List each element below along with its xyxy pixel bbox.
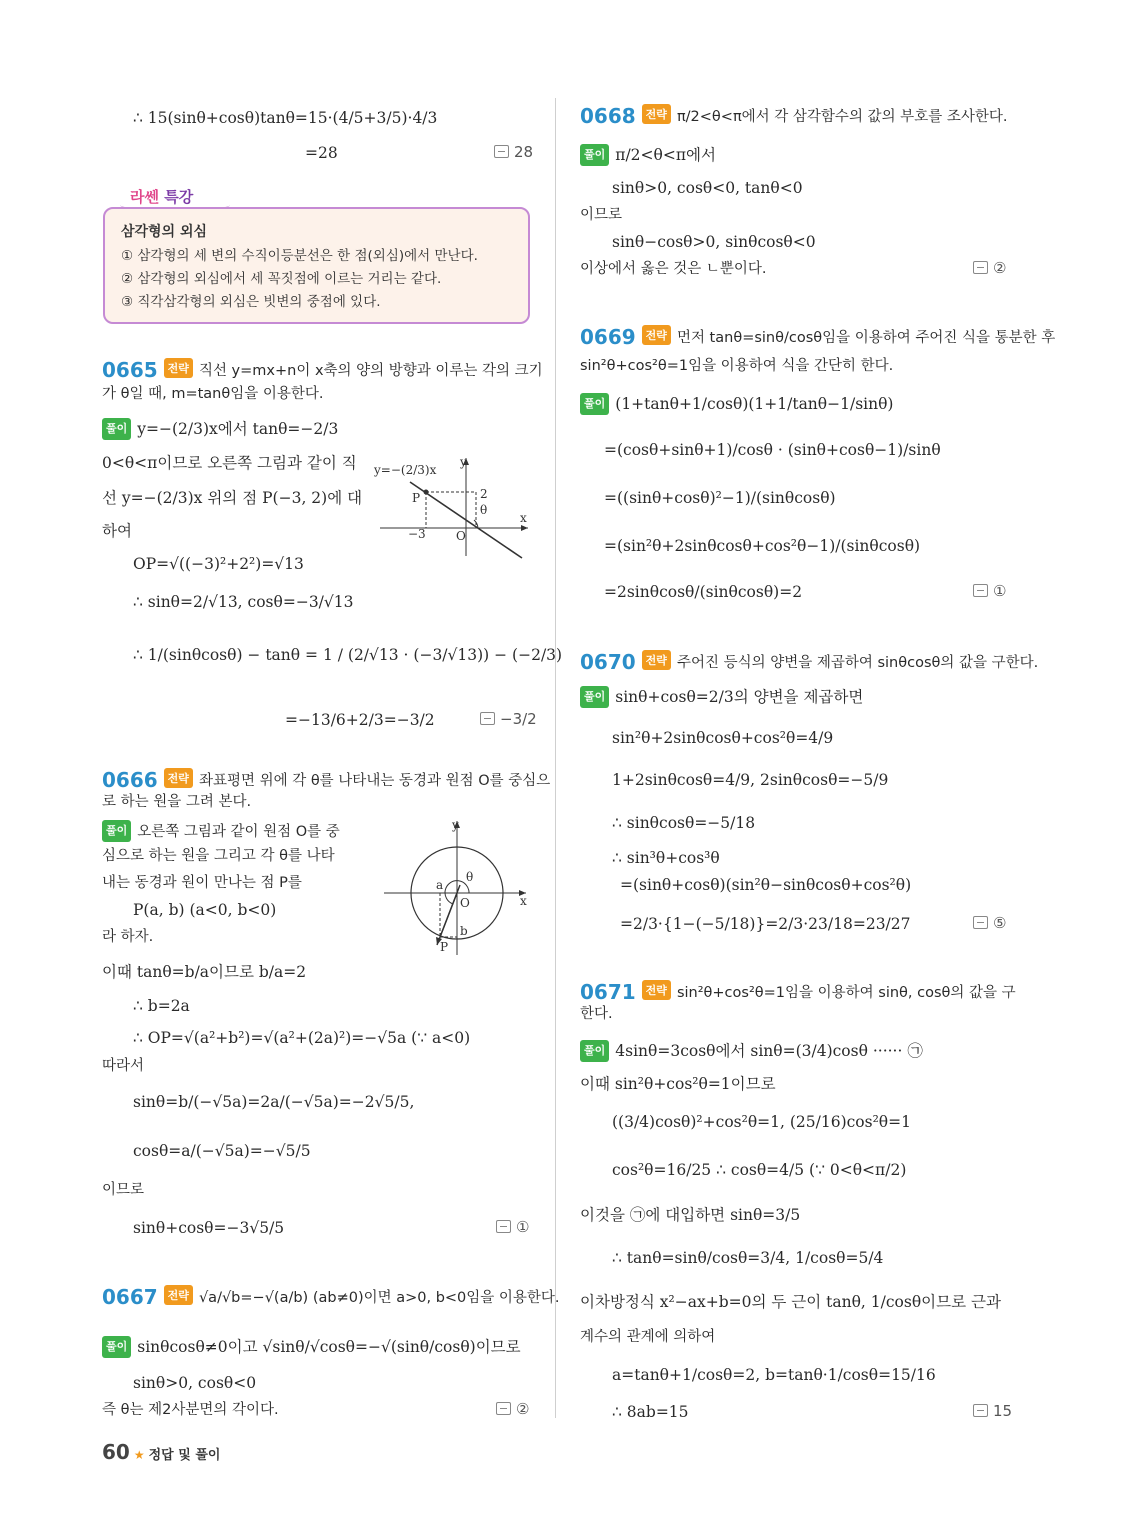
lecture-title-b: 특강 xyxy=(158,188,194,206)
strategy-tag: 전략 xyxy=(164,358,193,378)
strategy-tag: 전략 xyxy=(164,768,193,788)
solution-line: 이상에서 옳은 것은 ㄴ뿐이다. xyxy=(580,261,767,277)
solution-line: sinθ−cosθ>0, sinθcosθ<0 xyxy=(612,233,816,251)
solution-line: 이므로 xyxy=(102,1182,145,1198)
problem-0665-header xyxy=(102,358,543,382)
answer-mark xyxy=(973,259,1006,277)
solution-line: =(cosθ+sinθ+1)/cosθ · (sinθ+cosθ−1)/sinθ xyxy=(604,441,941,459)
solution-line: 0<θ<π이므로 오른쪽 그림과 같이 직 xyxy=(102,454,357,472)
page-footer xyxy=(102,1440,220,1464)
solution-text: (1+tanθ+1/cosθ)(1+1/tanθ−1/sinθ) xyxy=(615,395,894,413)
two-label: 2 xyxy=(480,487,488,501)
lecture-item: ① 삼각형의 세 변의 수직이등분선은 한 점(외심)에서 만난다. xyxy=(121,248,478,264)
answer-mark xyxy=(973,914,1006,932)
solution-line: sin²θ+2sinθcosθ+cos²θ=4/9 xyxy=(612,729,834,747)
answer-value: ① xyxy=(516,1218,530,1236)
solution-line: a=tanθ+1/cosθ=2, b=tanθ·1/cosθ=15/16 xyxy=(612,1366,936,1384)
solution-line: 이것을 ㉠에 대입하면 sinθ=3/5 xyxy=(580,1206,801,1224)
solution-line: 따라서 xyxy=(102,1058,145,1074)
solution-text: sinθcosθ≠0이고 √sinθ/√cosθ=−√(sinθ/cosθ)이므로 xyxy=(137,1338,521,1356)
problem-0669-header xyxy=(580,325,1055,349)
solution-line: =(sinθ+cosθ)(sin²θ−sinθcosθ+cos²θ) xyxy=(620,876,912,894)
answer-mark xyxy=(494,143,533,161)
point-p xyxy=(424,490,429,495)
solution-line: ((3/4)cosθ)²+cos²θ=1, (25/16)cos²θ=1 xyxy=(612,1113,911,1131)
strategy-text: 주어진 등식의 양변을 제곱하여 sinθcosθ의 값을 구한다. xyxy=(676,655,1039,671)
strategy-tag: 전략 xyxy=(642,980,671,1000)
lecture-heading: 삼각형의 외심 xyxy=(121,224,208,240)
answer-mark xyxy=(496,1218,529,1236)
problem-number: 0668 xyxy=(580,104,636,128)
solution-line: OP=√((−3)²+2²)=√13 xyxy=(133,555,304,573)
answer-icon xyxy=(480,712,495,725)
solution-line: sinθ>0, cosθ<0 xyxy=(133,1374,257,1392)
solution-line xyxy=(580,144,716,166)
eq-line: ∴ 15(sinθ+cosθ)tanθ=15·(4/5+3/5)·4/3 xyxy=(133,109,438,127)
solution-tag: 풀이 xyxy=(102,418,131,440)
answer-mark xyxy=(973,1402,1012,1420)
solution-line: ∴ tanθ=sinθ/cosθ=3/4, 1/cosθ=5/4 xyxy=(612,1249,884,1267)
answer-mark xyxy=(480,710,537,728)
answer-icon xyxy=(494,145,509,158)
problem-number: 0669 xyxy=(580,325,636,349)
theta-label: θ xyxy=(466,870,474,884)
column-divider xyxy=(555,98,556,1418)
strategy-text: √a/√b=−√(a/b) (ab≠0)이면 a>0, b<0임을 이용한다. xyxy=(198,1290,560,1306)
solution-line: 1+2sinθcosθ=4/9, 2sinθcosθ=−5/9 xyxy=(612,771,889,789)
solution-line: ∴ 8ab=15 xyxy=(612,1403,689,1421)
strategy-text: 좌표평면 위에 각 θ를 나타내는 동경과 원점 O를 중심으 xyxy=(198,773,551,789)
solution-line: 이므로 xyxy=(580,207,623,223)
solution-tag: 풀이 xyxy=(580,686,609,708)
solution-line: =2/3·{1−(−5/18)}=2/3·23/18=23/27 xyxy=(620,915,911,933)
solution-line: ∴ b=2a xyxy=(133,997,190,1015)
solution-line xyxy=(102,820,340,842)
problem-0667-header xyxy=(102,1285,560,1309)
answer-value: ② xyxy=(516,1400,530,1418)
problem-0671-header xyxy=(580,980,1016,1004)
strategy-tag: 전략 xyxy=(642,325,671,345)
lecture-item: ② 삼각형의 외심에서 세 꼭짓점에 이르는 거리는 같다. xyxy=(121,271,442,287)
y-label: y xyxy=(452,818,459,832)
strategy-text: 로 하는 원을 그려 본다. xyxy=(102,794,252,810)
page-number: 60 xyxy=(102,1440,130,1464)
solution-line: 심으로 하는 원을 그리고 각 θ를 나타 xyxy=(102,848,335,864)
x-label: x xyxy=(520,511,527,525)
origin-label: O xyxy=(460,896,470,910)
strategy-text: π/2<θ<π에서 각 삼각함수의 값의 부호를 조사한다. xyxy=(676,109,1008,125)
problem-number: 0665 xyxy=(102,358,158,382)
strategy-text: sin²θ+cos²θ=1임을 이용하여 식을 간단히 한다. xyxy=(580,358,894,374)
answer-value: −3/2 xyxy=(500,710,537,728)
problem-0670-header xyxy=(580,650,1038,674)
footer-label: 정답 및 풀이 xyxy=(148,1448,221,1463)
solution-line xyxy=(102,418,338,440)
lecture-title-a: 라쎈 xyxy=(130,188,159,206)
solution-line: =2sinθcosθ/(sinθcosθ)=2 xyxy=(604,583,803,601)
solution-line: 내는 동경과 원이 만나는 점 P를 xyxy=(102,875,302,891)
minus-three-label: −3 xyxy=(408,527,426,541)
problem-number: 0666 xyxy=(102,768,158,792)
strategy-tag: 전략 xyxy=(642,104,671,124)
answer-icon xyxy=(496,1220,511,1233)
solution-line: 이때 tanθ=b/a이므로 b/a=2 xyxy=(102,963,307,981)
solution-line: =(sin²θ+2sinθcosθ+cos²θ−1)/(sinθcosθ) xyxy=(604,537,921,555)
solution-line: sinθ>0, cosθ<0, tanθ<0 xyxy=(612,179,803,197)
solution-line: 라 하자. xyxy=(102,929,154,945)
y-label: y xyxy=(460,455,467,469)
solution-line: 이차방정식 x²−ax+b=0의 두 근이 tanθ, 1/cosθ이므로 근과 xyxy=(580,1293,1001,1311)
answer-icon xyxy=(973,584,988,597)
solution-tag: 풀이 xyxy=(580,393,609,415)
solution-tag: 풀이 xyxy=(102,820,131,842)
solution-text: 오른쪽 그림과 같이 원점 O를 중 xyxy=(137,824,340,840)
strategy-text: 직선 y=mx+n이 x축의 양의 방향과 이루는 각의 크기 xyxy=(198,363,543,379)
answer-value: ② xyxy=(993,259,1007,277)
strategy-tag: 전략 xyxy=(642,650,671,670)
answer-icon xyxy=(973,1404,988,1417)
x-arrow-icon xyxy=(521,525,528,531)
solution-line: ∴ OP=√(a²+b²)=√(a²+(2a)²)=−√5a (∵ a<0) xyxy=(133,1029,471,1047)
solution-line: cos²θ=16/25 ∴ cosθ=4/5 (∵ 0<θ<π/2) xyxy=(612,1161,907,1179)
line-graph-figure xyxy=(370,452,530,562)
solution-line: 선 y=−(2/3)x 위의 점 P(−3, 2)에 대 xyxy=(102,489,363,507)
lecture-box xyxy=(103,207,530,324)
b-label: b xyxy=(460,924,468,938)
solution-line: ∴ sinθ=2/√13, cosθ=−3/√13 xyxy=(133,593,354,611)
solution-line: 이때 sin²θ+cos²θ=1이므로 xyxy=(580,1075,776,1093)
lecture-item: ③ 직각삼각형의 외심은 빗변의 중점에 있다. xyxy=(121,294,381,310)
unit-circle-figure xyxy=(380,815,530,960)
strategy-text: sin²θ+cos²θ=1임을 이용하여 sinθ, cosθ의 값을 구 xyxy=(676,985,1016,1001)
solution-line xyxy=(580,1040,923,1062)
answer-value: 28 xyxy=(514,143,534,161)
p-label: P xyxy=(412,491,421,505)
answer-mark xyxy=(496,1400,529,1418)
solution-line: ∴ sin³θ+cos³θ xyxy=(612,849,720,867)
solution-line: 하여 xyxy=(102,522,132,540)
answer-value: ① xyxy=(993,582,1007,600)
solution-tag: 풀이 xyxy=(580,144,609,166)
solution-line: 즉 θ는 제2사분면의 각이다. xyxy=(102,1402,279,1418)
answer-value: ⑤ xyxy=(993,914,1007,932)
solution-line: ∴ 1/(sinθcosθ) − tanθ = 1 / (2/√13 · (−3/√13)) − (−2/3) xyxy=(133,646,563,664)
problem-0666-header xyxy=(102,768,550,792)
solution-text: y=−(2/3)x에서 tanθ=−2/3 xyxy=(137,420,339,438)
problem-number: 0667 xyxy=(102,1285,158,1309)
problem-0668-header xyxy=(580,104,1007,128)
strategy-text: 먼저 tanθ=sinθ/cosθ임을 이용하여 주어진 식을 통분한 후 xyxy=(676,330,1056,346)
solution-line xyxy=(580,686,863,708)
answer-icon xyxy=(973,916,988,929)
solution-line: sinθ+cosθ=−3√5/5 xyxy=(133,1219,285,1237)
solution-line: 계수의 관계에 의하여 xyxy=(580,1329,716,1345)
answer-mark xyxy=(973,582,1006,600)
a-label: a xyxy=(436,878,444,892)
line-equation-label: y=−(2/3)x xyxy=(374,463,437,477)
strategy-text: 가 θ일 때, m=tanθ임을 이용한다. xyxy=(102,386,324,402)
x-label: x xyxy=(520,894,527,908)
solution-line: ∴ sinθcosθ=−5/18 xyxy=(612,814,756,832)
problem-number: 0671 xyxy=(580,980,636,1004)
origin-label: O xyxy=(456,529,466,543)
answer-icon xyxy=(973,261,988,274)
answer-icon xyxy=(496,1402,511,1415)
problem-number: 0670 xyxy=(580,650,636,674)
solution-line xyxy=(102,1336,521,1358)
solution-tag: 풀이 xyxy=(580,1040,609,1062)
strategy-text: 한다. xyxy=(580,1006,613,1022)
strategy-tag: 전략 xyxy=(164,1285,193,1305)
p-label: P xyxy=(440,940,449,954)
solution-tag: 풀이 xyxy=(102,1336,131,1358)
eq-line: =28 xyxy=(305,144,338,162)
solution-line xyxy=(580,393,893,415)
theta-label: θ xyxy=(480,503,488,517)
star-icon: ★ xyxy=(133,1448,145,1462)
solution-line: =((sinθ+cosθ)²−1)/(sinθcosθ) xyxy=(604,489,836,507)
solution-text: π/2<θ<π에서 xyxy=(615,146,716,164)
solution-line: sinθ=b/(−√5a)=2a/(−√5a)=−2√5/5, xyxy=(133,1093,415,1111)
solution-text: 4sinθ=3cosθ에서 sinθ=(3/4)cosθ ······ ㉠ xyxy=(615,1042,923,1060)
answer-value: 15 xyxy=(993,1402,1013,1420)
solution-line: cosθ=a/(−√5a)=−√5/5 xyxy=(133,1142,311,1160)
solution-line: =−13/6+2/3=−3/2 xyxy=(285,711,435,729)
solution-line: P(a, b) (a<0, b<0) xyxy=(133,901,277,919)
solution-text: sinθ+cosθ=2/3의 양변을 제곱하면 xyxy=(615,688,864,706)
